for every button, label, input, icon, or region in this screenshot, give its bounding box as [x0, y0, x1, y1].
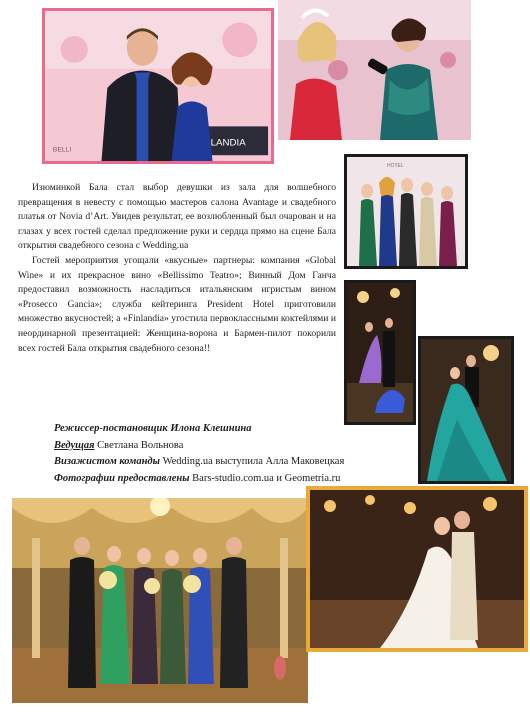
- photo-wedding-kiss: [306, 486, 528, 652]
- credit-director: Режиссер-постановщик Илона Клешнина: [54, 423, 252, 434]
- svg-text:LANDIA: LANDIA: [210, 137, 246, 149]
- credit-makeup-text: Wedding.ua выступила Алла Маковецкая: [162, 456, 345, 468]
- credit-host-label: Ведущая: [54, 439, 95, 451]
- svg-text:BELLI: BELLI: [52, 146, 72, 154]
- article-text: [18, 181, 336, 356]
- credit-photos: [54, 471, 374, 488]
- photo-interview: [278, 0, 471, 140]
- credit-photos-text: Bars-studio.com.ua и Geometria.ru: [192, 472, 341, 484]
- photo-couple-image: [45, 11, 271, 161]
- credits: [54, 421, 374, 487]
- photo-dance-dress: [418, 336, 514, 484]
- paragraph-proposal: Изюминкой Бала стал выбор девушки из зала для волшебного превращения в невесту с помощью мастеров салона Avantage и свадебного платья от Novia d’Art. Увидев результат, ее возлюбленный был очарован и на глазах у всех гостей сделал предложение руки и сердца прямо на сцене Бала открытия свадебного сезона с Wedding.ua: [18, 182, 336, 252]
- photo-dancers-image: [347, 283, 413, 422]
- photo-interview-image: [278, 0, 471, 140]
- credit-makeup-label: Визажистом команды: [54, 456, 160, 468]
- photo-group-large-image: [12, 498, 308, 703]
- credit-host-name: Светлана Вольнова: [97, 439, 184, 451]
- credit-makeup: [54, 454, 374, 471]
- credit-photos-label: Фотографии предоставлены: [54, 472, 190, 484]
- photo-couple: [42, 8, 274, 164]
- credit-host: [54, 438, 374, 455]
- photo-group-large: [12, 498, 308, 703]
- photo-group-small-image: [347, 157, 465, 266]
- photo-wedding-kiss-image: [310, 490, 524, 648]
- paragraph-partners: Гостей мероприятия угощали «вкусные» партнеры: компания «Global Wine» и их прекрасное вино «Bellissimo Teatro»; Винный Дом Ганча предоставил возможность насладиться итальянским игристым вином «Prosecco Gancia»; служба кейтеринга President Hotel приготовили множество вкусностей; а «Finlandia» угостила первоклассными коктейлями и неординарной презентацией: Женщина-ворона и Бармен-пилот покорили всех гостей Бала открытия свадебного сезона!!: [18, 254, 336, 354]
- photo-group-small: [344, 154, 468, 269]
- photo-dancers: [344, 280, 416, 425]
- photo-dance-dress-image: [421, 339, 511, 481]
- svg-text:HOTEL: HOTEL: [387, 163, 404, 169]
